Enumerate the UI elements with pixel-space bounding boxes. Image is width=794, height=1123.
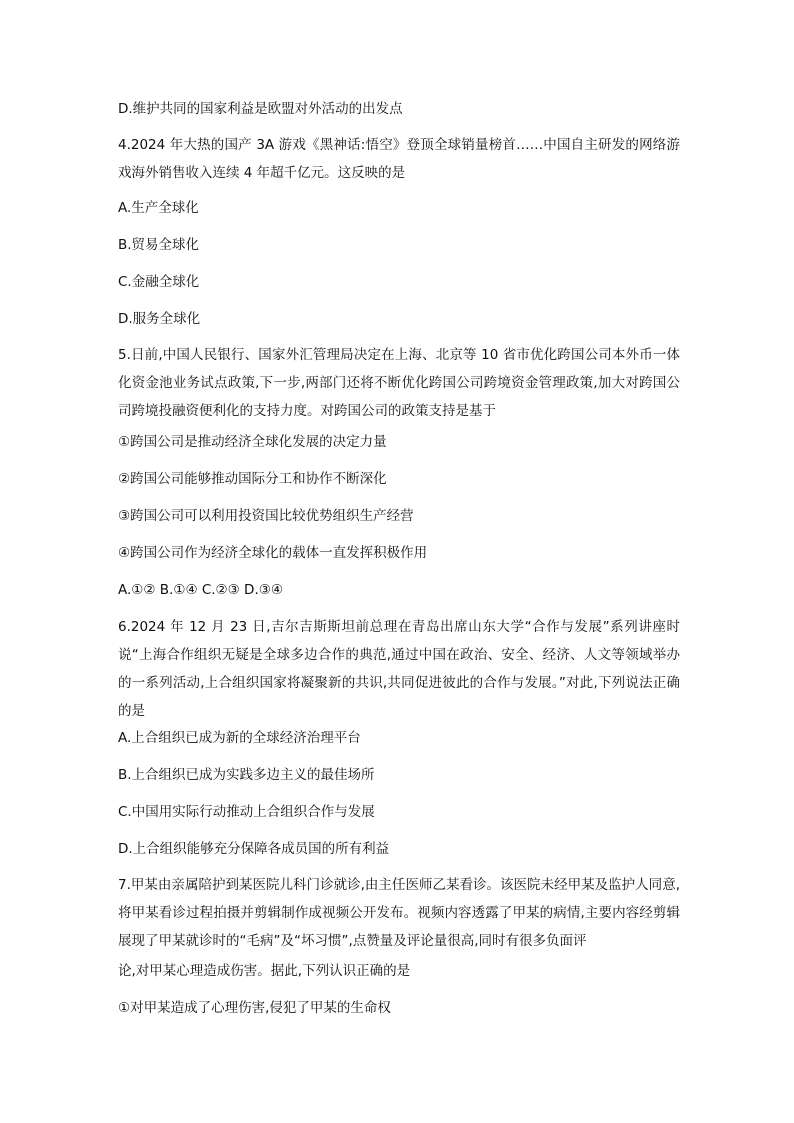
statement-5-2: ②跨国公司能够推动国际分工和协作不断深化 bbox=[118, 471, 387, 487]
question-5-stem: 5.日前,中国人民银行、国家外汇管理局决定在上海、北京等 10 省市优化跨国公司本外币一体化资金池业务试点政策,下一步,两部门还将不断优化跨国公司跨境资金管理政策,加大对跨国公司跨境投融资便利化的支持力度。对跨国公司的政策支持是基于 bbox=[118, 347, 680, 419]
statement-5-1: ①跨国公司是推动经济全球化发展的决定力量 bbox=[118, 434, 387, 450]
question-6-stem: 6.2024 年 12 月 23 日,吉尔吉斯斯坦前总理在青岛出席山东大学“合作与发展”系列讲座时说“上海合作组织无疑是全球多边合作的典范,通过中国在政治、安全、经济、人文等领域举办的一系列活动,上合组织国家将凝聚新的共识,共同促进彼此的合作与发展。”对此,下列说法正确的是 bbox=[118, 619, 680, 719]
statement-5-4: ④跨国公司作为经济全球化的载体一直发挥积极作用 bbox=[118, 545, 428, 561]
statement-7-1: ①对甲某造成了心理伤害,侵犯了甲某的生命权 bbox=[118, 1000, 391, 1016]
option-6a: A.上合组织已成为新的全球经济治理平台 bbox=[118, 730, 361, 746]
option-6c: C.中国用实际行动推动上合组织合作与发展 bbox=[118, 804, 375, 820]
option-4b: B.贸易全球化 bbox=[118, 237, 200, 253]
option-4d: D.服务全球化 bbox=[118, 311, 201, 327]
question-4-stem: 4.2024 年大热的国产 3A 游戏《黑神话:悟空》登顶全球销量榜首……中国自主研发的网络游戏海外销售收入连续 4 年超千亿元。这反映的是 bbox=[118, 137, 680, 181]
option-6b: B.上合组织已成为实践多边主义的最佳场所 bbox=[118, 767, 375, 783]
statement-5-3: ③跨国公司可以利用投资国比较优势组织生产经营 bbox=[118, 508, 414, 524]
question-7-stem: 7.甲某由亲属陪护到某医院儿科门诊就诊,由主任医师乙某看诊。该医院未经甲某及监护人同意,将甲某看诊过程拍摄并剪辑制作成视频公开发布。视频内容透露了甲某的病情,主要内容经剪辑展现了甲某就诊时的“毛病”及“坏习惯”,点赞量及评论量很高,同时有很多负面评 bbox=[118, 877, 680, 949]
question-7-stem-continued: 论,对甲某心理造成伤害。据此,下列认识正确的是 bbox=[118, 963, 411, 979]
options-5: A.①② B.①④ C.②③ D.③④ bbox=[118, 582, 283, 598]
option-4c: C.金融全球化 bbox=[118, 274, 200, 290]
option-6d: D.上合组织能够充分保障各成员国的所有利益 bbox=[118, 841, 390, 857]
option-4a: A.生产全球化 bbox=[118, 200, 199, 216]
option-3d: D.维护共同的国家利益是欧盟对外活动的出发点 bbox=[118, 101, 403, 117]
